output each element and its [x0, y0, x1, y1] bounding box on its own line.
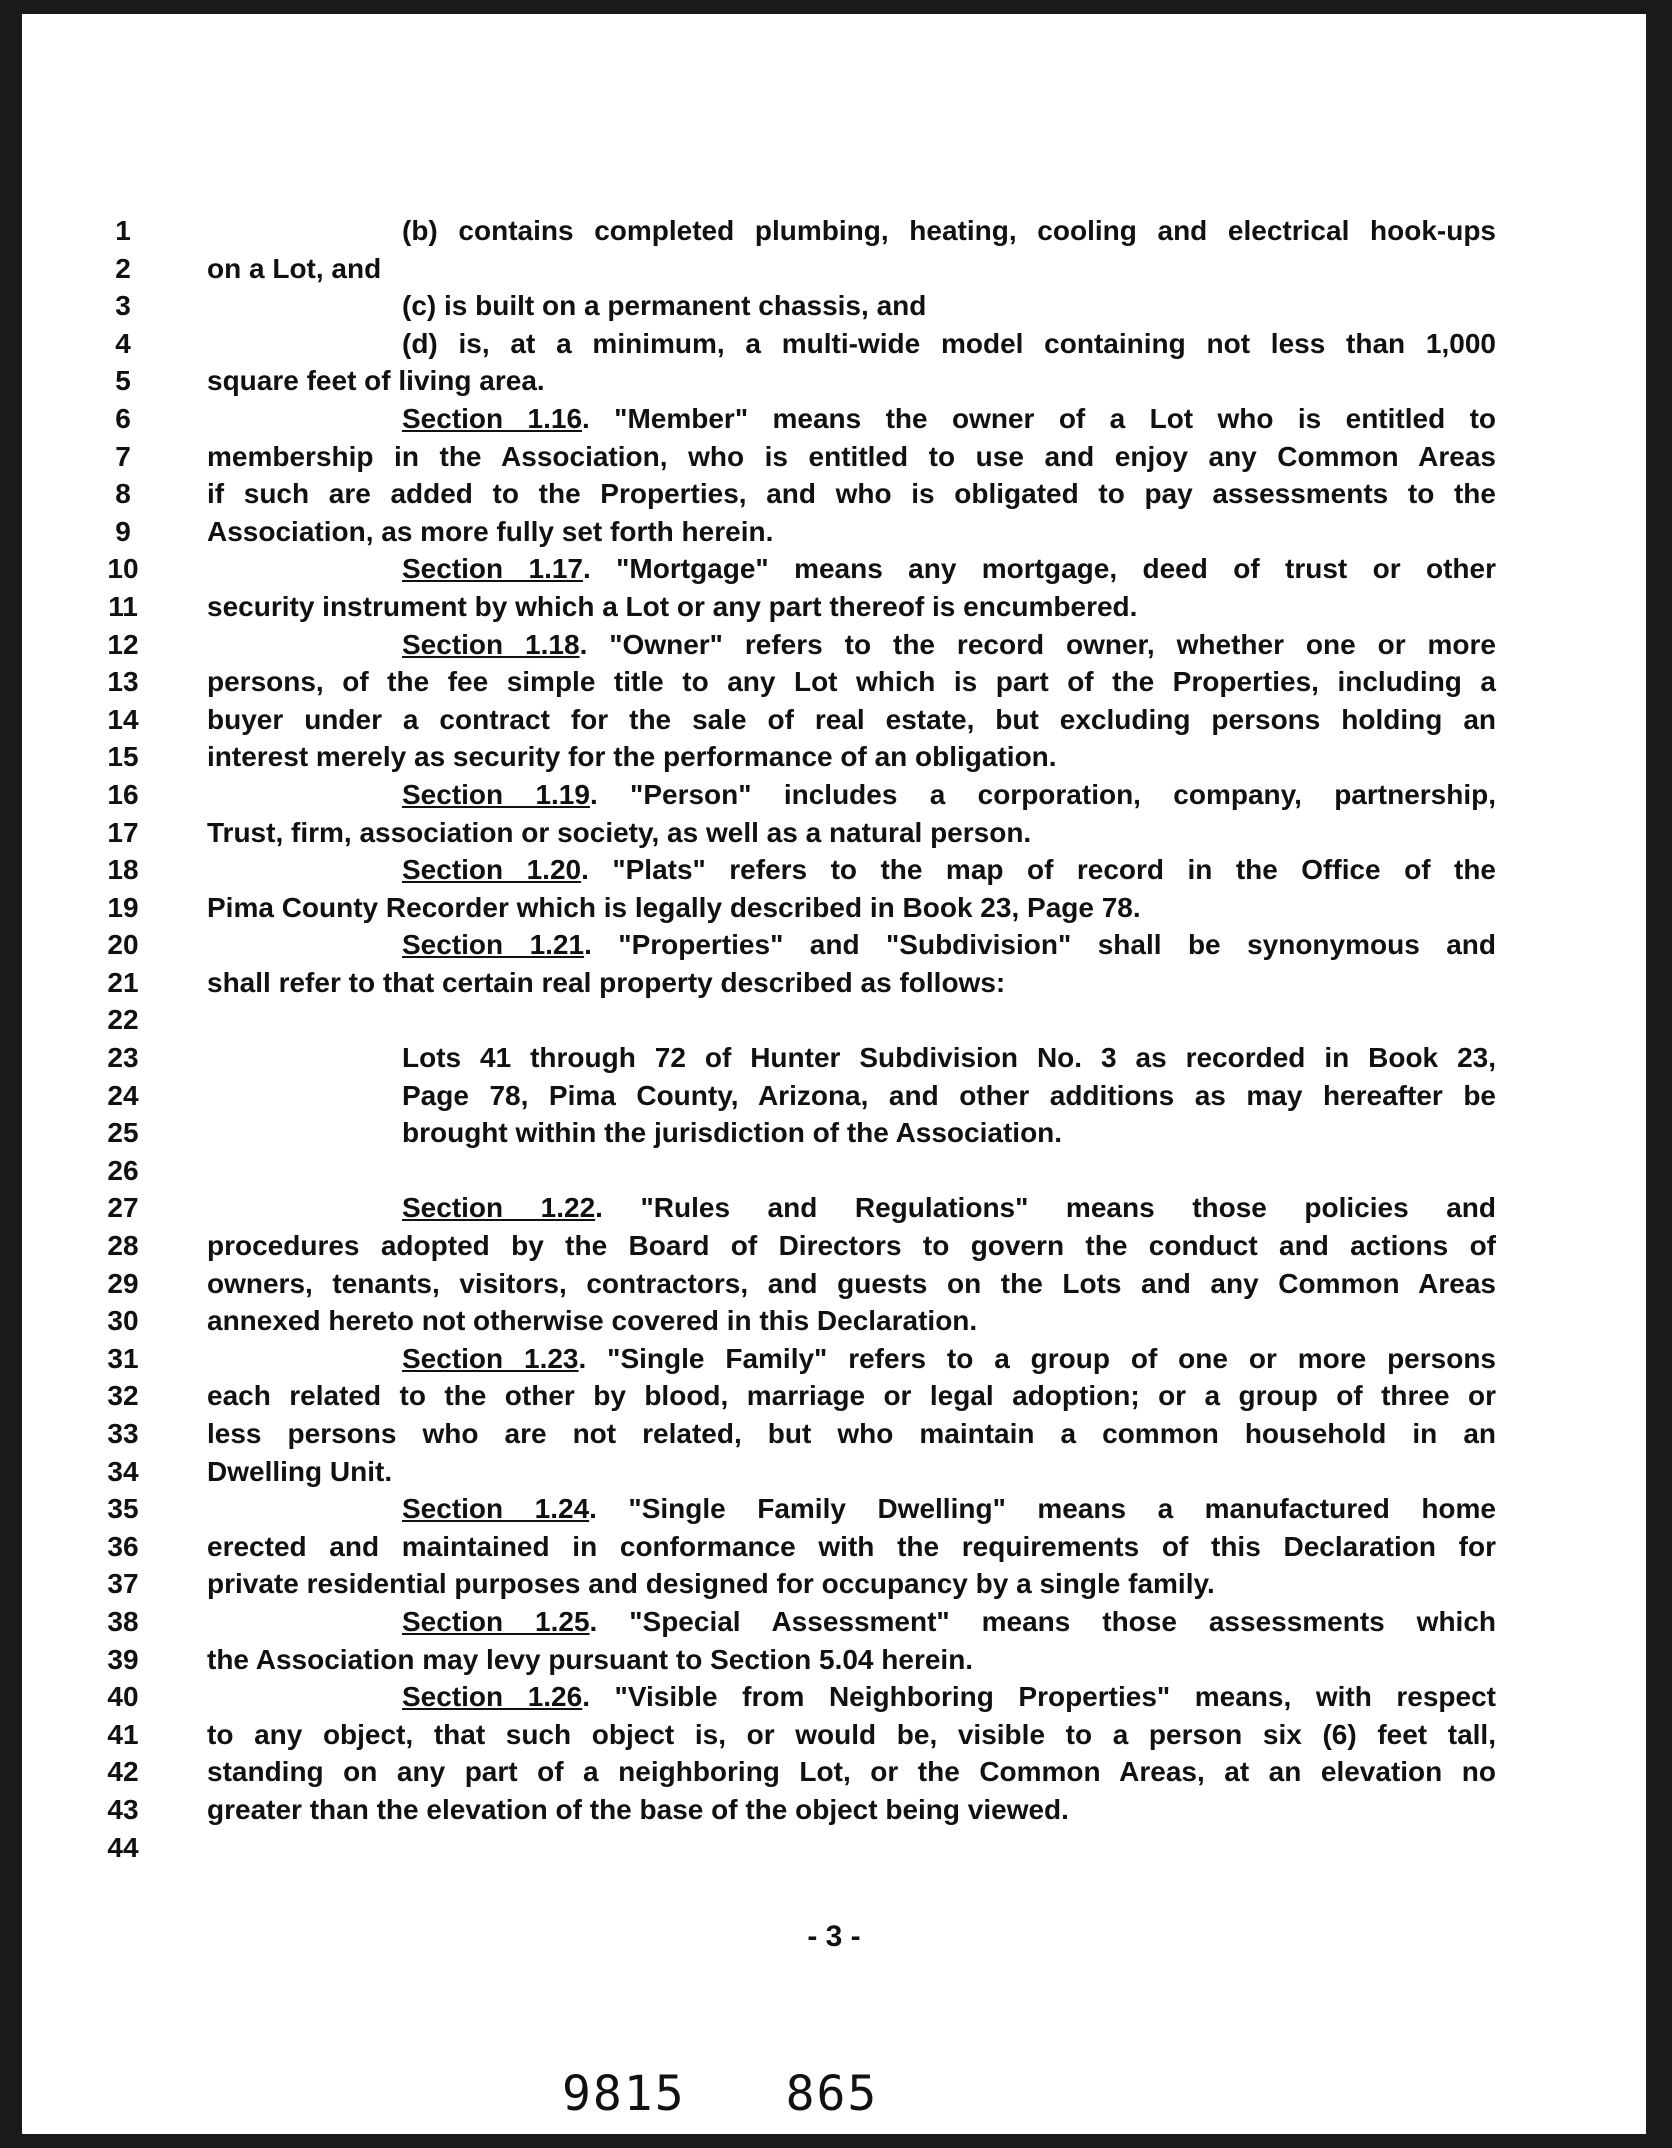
text-line [22, 1340, 1646, 1378]
line-text-segment: . "Rules and Regulations" means those policies and [595, 1192, 1496, 1224]
line-text [207, 250, 1496, 288]
numbered-text-body [22, 212, 1646, 1866]
section-heading: Section 1.25 [402, 1605, 590, 1637]
line-text [207, 889, 1496, 927]
line-text [402, 776, 1496, 814]
line-text-segment: less persons who are not related, but who maintain a common household in an [207, 1418, 1496, 1449]
text-line [22, 287, 1646, 325]
line-number: 34 [107, 1455, 139, 1487]
line-text-segment: . "Properties" and "Subdivision" shall be synonymous and [584, 929, 1496, 961]
line-text-segment: (d) is, at a minimum, a multi-wide model containing not less than 1,000 [402, 327, 1496, 359]
line-text-segment: . "Owner" refers to the record owner, whether one or more [579, 628, 1497, 660]
line-text [207, 738, 1496, 776]
line-number: 19 [107, 891, 139, 923]
line-text [402, 325, 1496, 363]
line-number: 36 [107, 1530, 139, 1562]
line-text [402, 1189, 1496, 1227]
line-text [207, 1791, 1496, 1829]
line-number: 6 [115, 402, 131, 434]
line-text [402, 851, 1496, 889]
text-line [22, 1641, 1646, 1679]
line-text-segment: Pima County Recorder which is legally described in Book 23, Page 78. [207, 891, 1141, 923]
section-heading: Section 1.18 [402, 628, 580, 660]
line-number: 1 [115, 215, 131, 246]
text-line [22, 1265, 1646, 1303]
line-text [207, 1415, 1496, 1453]
text-line [22, 1453, 1646, 1491]
line-number: 17 [107, 816, 139, 848]
section-heading: Section 1.23 [402, 1342, 579, 1374]
text-line [22, 738, 1646, 776]
line-text [402, 287, 1496, 325]
line-text [207, 1641, 1496, 1679]
text-line [22, 1490, 1646, 1528]
line-text [207, 1302, 1496, 1340]
line-number: 7 [115, 440, 131, 472]
line-text-segment: . "Special Assessment" means those assessments which [589, 1605, 1496, 1637]
line-text-segment: Dwelling Unit. [207, 1455, 393, 1487]
line-number: 9 [115, 515, 131, 547]
line-text-segment: . "Person" includes a corporation, company, partnership, [589, 778, 1497, 810]
text-line [22, 1077, 1646, 1115]
line-text [402, 1039, 1496, 1077]
line-number: 11 [108, 590, 138, 622]
line-text [207, 1265, 1496, 1303]
text-line [22, 325, 1646, 363]
line-number: 4 [115, 327, 131, 359]
text-line [22, 626, 1646, 664]
line-number: 24 [107, 1079, 139, 1111]
line-number: 10 [107, 553, 139, 585]
text-line [22, 1753, 1646, 1791]
line-number: 31 [107, 1342, 139, 1374]
line-text-segment: owners, tenants, visitors, contractors, and guests on the Lots and any Common Areas [207, 1267, 1496, 1299]
text-line [22, 1189, 1646, 1227]
line-number: 15 [107, 741, 139, 773]
document-page [22, 14, 1646, 2134]
line-text-segment: security instrument by which a Lot or any part thereof is encumbered. [207, 590, 1138, 622]
line-text [207, 438, 1496, 476]
line-text [207, 964, 1496, 1002]
section-heading: Section 1.24 [402, 1493, 590, 1525]
text-line [22, 1716, 1646, 1754]
line-text [207, 1453, 1496, 1491]
line-number: 38 [107, 1605, 139, 1637]
line-text-segment: to any object, that such object is, or would be, visible to a person six (6) feet tall, [207, 1718, 1496, 1750]
line-text-segment: brought within the jurisdiction of the Association. [402, 1117, 1063, 1149]
line-text [207, 1528, 1496, 1566]
stamp-book-number: 9815 [562, 2066, 686, 2122]
line-text-segment: standing on any part of a neighboring Lot, or the Common Areas, at an elevation no [207, 1756, 1496, 1788]
line-number: 41 [107, 1718, 139, 1750]
line-number: 26 [107, 1154, 139, 1186]
page-number: - 3 - [807, 1920, 861, 1953]
section-heading: Section 1.22 [402, 1192, 596, 1224]
section-heading: Section 1.20 [402, 854, 582, 886]
text-line [22, 1565, 1646, 1603]
line-number: 5 [115, 365, 131, 397]
line-number: 29 [107, 1267, 139, 1299]
line-number: 18 [107, 854, 139, 886]
text-line [22, 889, 1646, 927]
text-line [22, 588, 1646, 626]
text-line [22, 1377, 1646, 1415]
text-line [22, 1152, 1646, 1190]
text-line [22, 1302, 1646, 1340]
line-number: 16 [107, 778, 139, 810]
line-number: 39 [107, 1643, 139, 1675]
text-line [22, 400, 1646, 438]
line-text [207, 814, 1496, 852]
line-text-segment: . "Mortgage" means any mortgage, deed of trust or other [583, 553, 1496, 585]
line-text-segment: square feet of living area. [207, 365, 545, 397]
line-text-segment: Association, as more fully set forth herein. [207, 515, 774, 547]
line-text [402, 1603, 1496, 1641]
line-text [402, 1114, 1496, 1152]
line-number: 42 [107, 1756, 139, 1788]
line-text-segment: Trust, firm, association or society, as well as a natural person. [207, 816, 1032, 848]
line-text [207, 663, 1496, 701]
section-heading: Section 1.19 [402, 778, 590, 810]
line-text-segment: persons, of the fee simple title to any Lot which is part of the Properties, including a [207, 666, 1496, 698]
line-text [207, 701, 1496, 739]
line-text-segment: Page 78, Pima County, Arizona, and other additions as may hereafter be [402, 1079, 1496, 1111]
line-text [402, 212, 1496, 250]
section-heading: Section 1.17 [402, 553, 583, 585]
line-text [207, 1377, 1496, 1415]
line-text [207, 1565, 1496, 1603]
line-number: 8 [115, 478, 131, 510]
text-line [22, 1603, 1646, 1641]
text-line [22, 1227, 1646, 1265]
line-number: 43 [107, 1793, 139, 1825]
recording-stamp [562, 2066, 878, 2122]
line-text-segment: (b) contains completed plumbing, heating, cooling and electrical hook-ups [402, 215, 1496, 246]
text-line [22, 550, 1646, 588]
text-line [22, 964, 1646, 1002]
line-number: 33 [107, 1418, 139, 1449]
line-text-segment: membership in the Association, who is entitled to use and enjoy any Common Areas [207, 440, 1496, 472]
line-text-segment: private residential purposes and designed for occupancy by a single family. [207, 1568, 1215, 1600]
line-text [207, 1753, 1496, 1791]
text-line [22, 1415, 1646, 1453]
line-text-segment: the Association may levy pursuant to Section 5.04 herein. [207, 1643, 974, 1675]
line-text-segment: (c) is built on a permanent chassis, and [402, 290, 927, 322]
line-text [207, 475, 1496, 513]
line-number: 12 [107, 628, 139, 660]
text-line [22, 814, 1646, 852]
text-line [22, 926, 1646, 964]
stamp-page-number: 865 [785, 2066, 879, 2122]
line-number: 13 [107, 666, 139, 698]
text-line [22, 475, 1646, 513]
line-text-segment: buyer under a contract for the sale of real estate, but excluding persons holding an [207, 703, 1496, 735]
text-line [22, 362, 1646, 400]
text-line [22, 1678, 1646, 1716]
line-text [402, 1340, 1496, 1378]
line-text-segment: . "Single Family Dwelling" means a manufactured home [589, 1493, 1496, 1525]
line-number: 40 [107, 1681, 139, 1713]
line-text-segment: Lots 41 through 72 of Hunter Subdivision No. 3 as recorded in Book 23, [402, 1042, 1496, 1074]
line-number: 2 [115, 252, 131, 284]
text-line [22, 513, 1646, 551]
line-text [402, 1678, 1496, 1716]
line-text-segment: . "Single Family" refers to a group of one or more persons [578, 1342, 1496, 1374]
line-text [207, 588, 1496, 626]
line-text-segment: annexed hereto not otherwise covered in this Declaration. [207, 1305, 978, 1337]
line-text [402, 1077, 1496, 1115]
line-text [402, 926, 1496, 964]
line-text [402, 400, 1496, 438]
line-text-segment: greater than the elevation of the base of the object being viewed. [207, 1793, 1069, 1825]
text-line [22, 1001, 1646, 1039]
line-number: 28 [107, 1230, 139, 1262]
section-heading: Section 1.21 [402, 929, 585, 961]
line-number: 27 [107, 1192, 139, 1224]
text-line [22, 776, 1646, 814]
line-text-segment: erected and maintained in conformance with the requirements of this Declaration for [207, 1530, 1496, 1562]
line-number: 25 [107, 1117, 139, 1149]
text-line [22, 851, 1646, 889]
line-text-segment: procedures adopted by the Board of Directors to govern the conduct and actions of [207, 1230, 1496, 1262]
line-number: 21 [107, 966, 139, 998]
line-text-segment: . "Visible from Neighboring Properties" means, with respect [582, 1681, 1496, 1713]
line-text [207, 513, 1496, 551]
line-number: 30 [107, 1305, 139, 1337]
line-number: 14 [107, 703, 139, 735]
section-heading: Section 1.26 [402, 1681, 583, 1713]
text-line [22, 250, 1646, 288]
line-number: 3 [115, 290, 131, 322]
line-text [207, 1716, 1496, 1754]
text-line [22, 1791, 1646, 1829]
line-number: 44 [107, 1831, 139, 1863]
line-text [402, 1490, 1496, 1528]
line-text [207, 362, 1496, 400]
text-line [22, 1829, 1646, 1867]
text-line [22, 1039, 1646, 1077]
line-text-segment: shall refer to that certain real property described as follows: [207, 966, 1006, 998]
section-heading: Section 1.16 [402, 402, 583, 434]
text-line [22, 1528, 1646, 1566]
text-line [22, 438, 1646, 476]
line-number: 35 [107, 1493, 139, 1525]
text-line [22, 212, 1646, 250]
line-text [207, 1227, 1496, 1265]
text-line [22, 1114, 1646, 1152]
line-text [402, 550, 1496, 588]
line-text-segment: on a Lot, and [207, 252, 382, 284]
line-number: 37 [107, 1568, 139, 1600]
line-text [402, 626, 1496, 664]
line-text-segment: if such are added to the Properties, and who is obligated to pay assessments to the [207, 478, 1496, 510]
line-number: 22 [107, 1004, 139, 1036]
line-text-segment: . "Member" means the owner of a Lot who is entitled to [582, 402, 1496, 434]
line-number: 20 [107, 929, 139, 961]
line-text-segment: interest merely as security for the performance of an obligation. [207, 741, 1057, 773]
line-text-segment: each related to the other by blood, marriage or legal adoption; or a group of three or [207, 1380, 1496, 1412]
text-line [22, 701, 1646, 739]
line-number: 32 [107, 1380, 139, 1412]
line-number: 23 [107, 1042, 139, 1074]
line-text-segment: . "Plats" refers to the map of record in the Office of the [581, 854, 1496, 886]
text-line [22, 663, 1646, 701]
